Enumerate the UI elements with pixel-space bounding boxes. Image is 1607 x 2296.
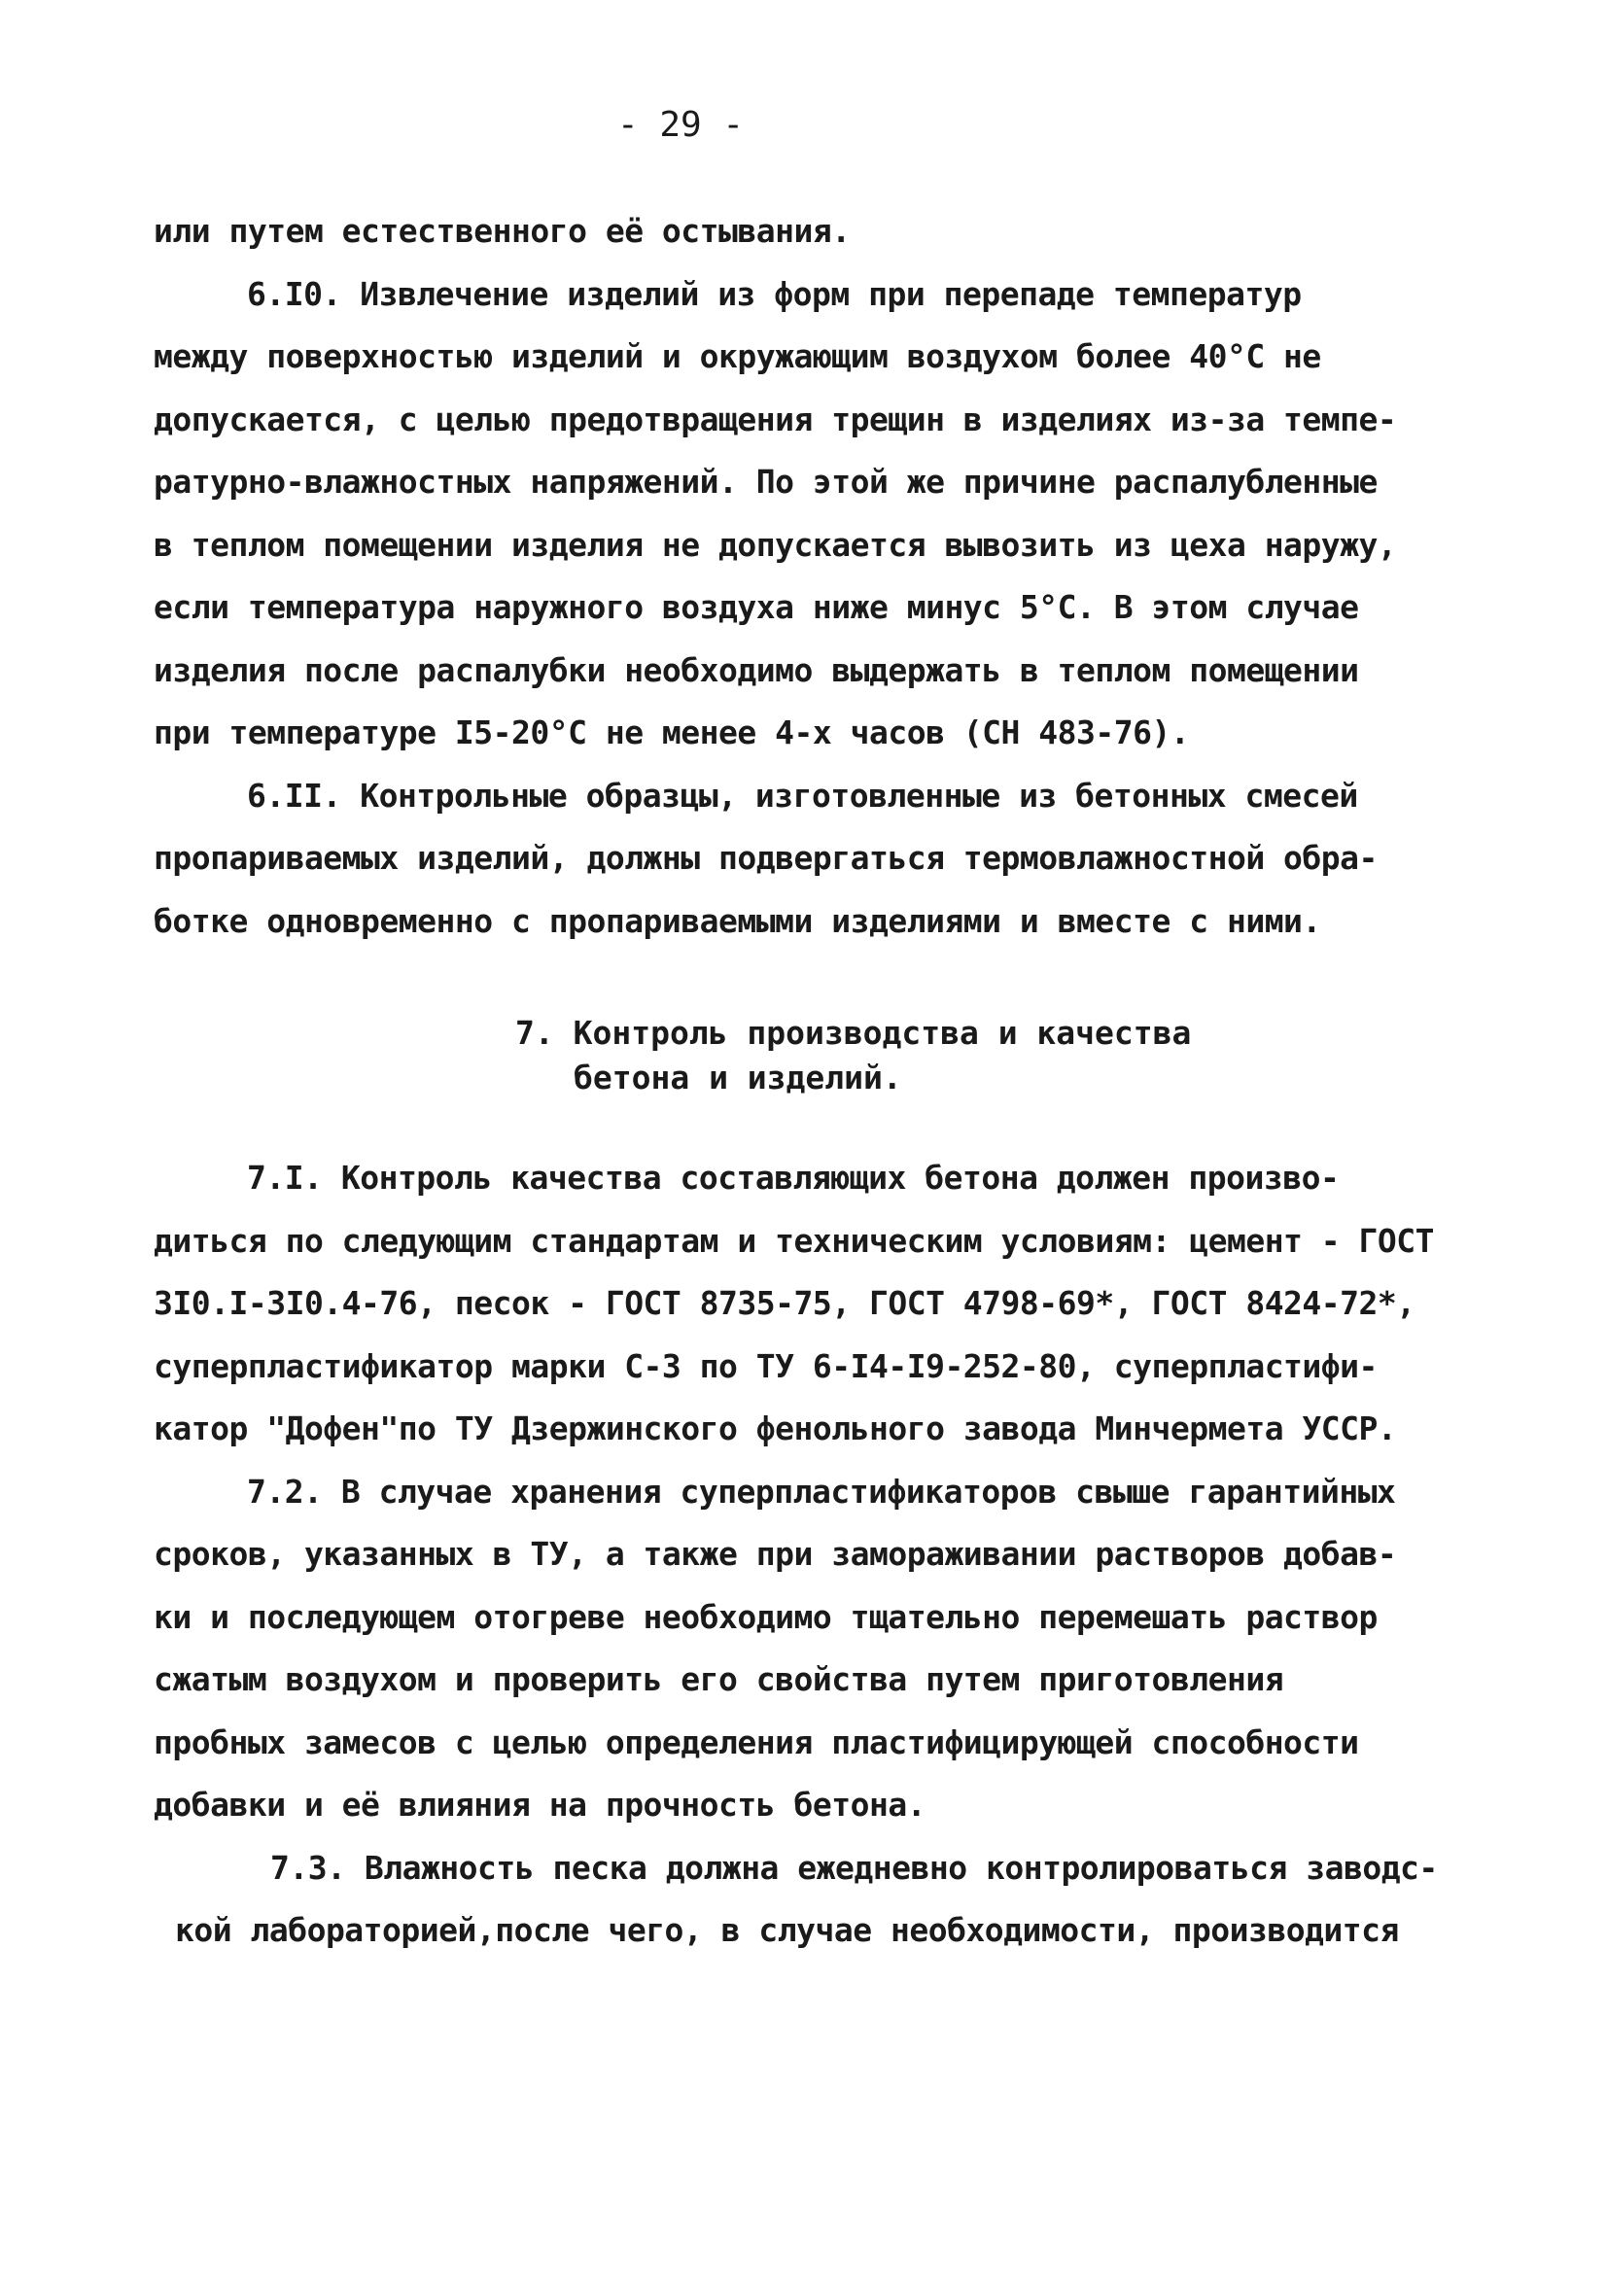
text-line: добавки и её влияния на прочность бетона.	[154, 1786, 926, 1824]
text-line: если температура наружного воздуха ниже минус 5°С. В этом случае	[154, 588, 1359, 626]
text-line: 6.I0. Извлечение изделий из форм при перепаде температур	[247, 274, 1302, 313]
text-line: сроков, указанных в ТУ, а также при замораживании растворов добав-	[154, 1535, 1397, 1573]
text-line: суперпластификатор марки С-3 по ТУ 6-I4-I9-252-80, суперпластифи-	[154, 1346, 1378, 1385]
text-line: ратурно-влажностных напряжений. По этой же причине распалубленные	[154, 463, 1378, 501]
text-line: 6.II. Контрольные образцы, изготовленные из бетонных смесей	[247, 776, 1358, 815]
page-number: - 29 -	[616, 105, 745, 145]
text-line: пропариваемых изделий, должны подвергаться термовлажностной обра-	[154, 839, 1378, 877]
text-line: катор "Дофен"по ТУ Дзержинского фенольного завода Минчермета УССР.	[154, 1409, 1397, 1447]
text-line: сжатым воздухом и проверить его свойства путем приготовления	[154, 1660, 1284, 1698]
text-line: 3I0.I-3I0.4-76, песок - ГОСТ 8735-75, ГОСТ 4798-69*, ГОСТ 8424-72*,	[154, 1284, 1415, 1322]
paragraph-block-6	[154, 200, 1466, 953]
heading-line-1: 7. Контроль производства и качества	[515, 1014, 1192, 1052]
text-line: в теплом помещении изделия не допускается вывозить из цеха наружу,	[154, 525, 1397, 564]
text-line: ки и последующем отогреве необходимо тщательно перемешать раствор	[154, 1597, 1378, 1636]
text-line: пробных замесов с целью определения пластифицирующей способности	[154, 1722, 1359, 1761]
text-line: при температуре I5-20°С не менее 4-х часов (СН 483-76).	[154, 713, 1190, 751]
text-line: 7.3. Влажность песка должна ежедневно контролироваться заводс-	[270, 1848, 1438, 1887]
text-line: или путем естественного её остывания.	[154, 212, 851, 250]
text-line: допускается, с целью предотвращения трещин в изделиях из-за темпе-	[154, 400, 1397, 438]
paragraph-block-7	[154, 1147, 1466, 1963]
text-line: кой лабораторией,после чего, в случае необходимости, производится	[175, 1911, 1399, 1949]
text-line: диться по следующим стандартам и техническим условиям: цемент - ГОСТ	[154, 1221, 1435, 1260]
text-line: 7.I. Контроль качества составляющих бетона должен произво-	[247, 1159, 1340, 1197]
text-line: 7.2. В случае хранения суперпластификаторов свыше гарантийных	[247, 1472, 1396, 1511]
text-line: ботке одновременно с пропариваемыми изделиями и вместе с ними.	[154, 901, 1321, 940]
section-heading	[515, 1011, 1390, 1100]
text-line: между поверхностью изделий и окружающим воздухом более 40°С не	[154, 337, 1321, 375]
heading-line-2: бетона и изделий.	[574, 1059, 902, 1096]
text-line: изделия после распалубки необходимо выдержать в теплом помещении	[154, 650, 1359, 689]
